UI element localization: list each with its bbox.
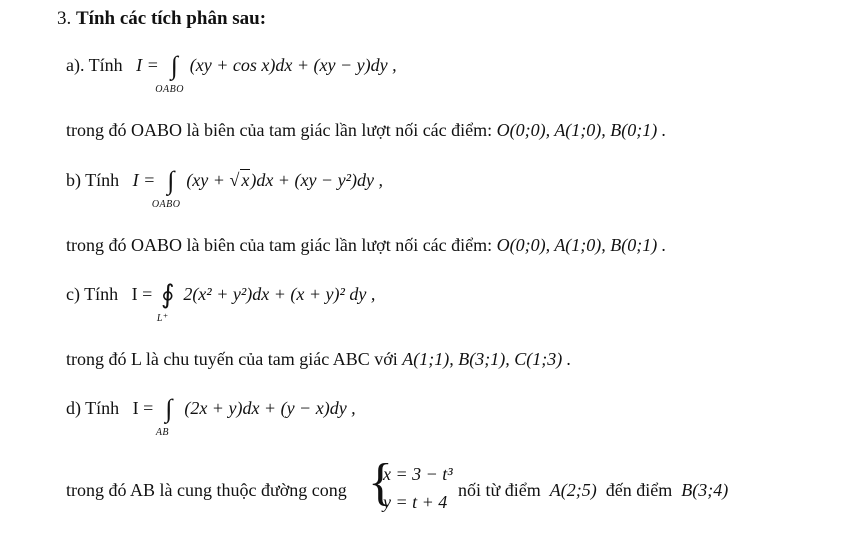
part-a-description bbox=[66, 120, 666, 141]
part-c-lhs: I = bbox=[131, 284, 153, 305]
part-c-integrand: 2(x² + y²)dx + (x + y)² dy , bbox=[183, 284, 376, 305]
part-b-integrand-end: )dx + (xy − y²)dy , bbox=[250, 170, 383, 191]
part-c-label: c) Tính bbox=[66, 284, 119, 305]
exercise-heading: Tính các tích phân sau: bbox=[76, 8, 267, 29]
part-d-point-a: A(2;5) bbox=[549, 480, 597, 500]
part-c-integral-subscript: L⁺ bbox=[156, 313, 169, 324]
part-a-integral-subscript: OABO bbox=[155, 84, 184, 95]
part-a-points: O(0;0), A(1;0), B(0;1) . bbox=[496, 120, 667, 140]
parametric-system bbox=[368, 454, 453, 514]
part-c-formula bbox=[66, 280, 376, 324]
part-c-note: trong đó L là chu tuyến của tam giác ABC với bbox=[66, 349, 398, 369]
part-d-integrand: (2x + y)dx + (y − x)dy , bbox=[184, 398, 356, 419]
part-d-description-end bbox=[458, 480, 728, 501]
exercise-title bbox=[57, 8, 266, 30]
part-d-formula bbox=[66, 394, 356, 438]
system-brace: { bbox=[368, 454, 393, 511]
exercise-number: 3. bbox=[57, 8, 72, 29]
part-d-lhs: I = bbox=[132, 398, 154, 419]
part-b-sqrt bbox=[229, 170, 250, 191]
part-c-description bbox=[66, 349, 571, 370]
part-a-label: a). Tính bbox=[66, 55, 123, 76]
part-d-integral-sign: ∫ AB bbox=[155, 394, 173, 438]
part-b-points: O(0;0), A(1;0), B(0;1) . bbox=[496, 235, 667, 255]
part-d-description-start bbox=[66, 480, 347, 501]
part-d-note-end: nối từ điểm bbox=[458, 480, 541, 500]
part-b-description bbox=[66, 235, 666, 256]
part-a-formula bbox=[66, 51, 397, 95]
part-d-note-start: trong đó AB là cung thuộc đường cong bbox=[66, 480, 347, 500]
system-equation-x: x = 3 − t³ bbox=[383, 464, 453, 484]
part-b-formula bbox=[66, 166, 383, 210]
part-b-label: b) Tính bbox=[66, 170, 120, 191]
part-a-note: trong đó OABO là biên của tam giác lần lượt nối các điểm: bbox=[66, 120, 493, 140]
part-a-integral-sign: ∫ OABO bbox=[155, 51, 184, 95]
part-a-integrand: (xy + cos x)dx + (xy − y)dy , bbox=[189, 55, 397, 76]
part-b-integral-sign: ∫ OABO bbox=[151, 166, 181, 210]
part-b-integral-subscript: OABO bbox=[151, 199, 181, 210]
part-b-note: trong đó OABO là biên của tam giác lần lượt nối các điểm: bbox=[66, 235, 493, 255]
part-d-point-b: B(3;4) bbox=[681, 480, 729, 500]
part-b-integrand-start: (xy + bbox=[186, 170, 230, 191]
part-b-sqrt-radicand: x bbox=[241, 170, 250, 191]
part-c-contour-integral-sign: ∮ L⁺ bbox=[156, 280, 175, 324]
part-d-label: d) Tính bbox=[66, 398, 120, 419]
part-d-mid-text: đến điểm bbox=[605, 480, 673, 500]
part-d-integral-subscript: AB bbox=[155, 427, 170, 438]
part-b-lhs: I = bbox=[132, 170, 156, 191]
system-equation-y: y = t + 4 bbox=[383, 492, 448, 512]
part-a-lhs: I = bbox=[136, 55, 159, 76]
part-c-points: A(1;1), B(3;1), C(1;3) . bbox=[402, 349, 572, 369]
